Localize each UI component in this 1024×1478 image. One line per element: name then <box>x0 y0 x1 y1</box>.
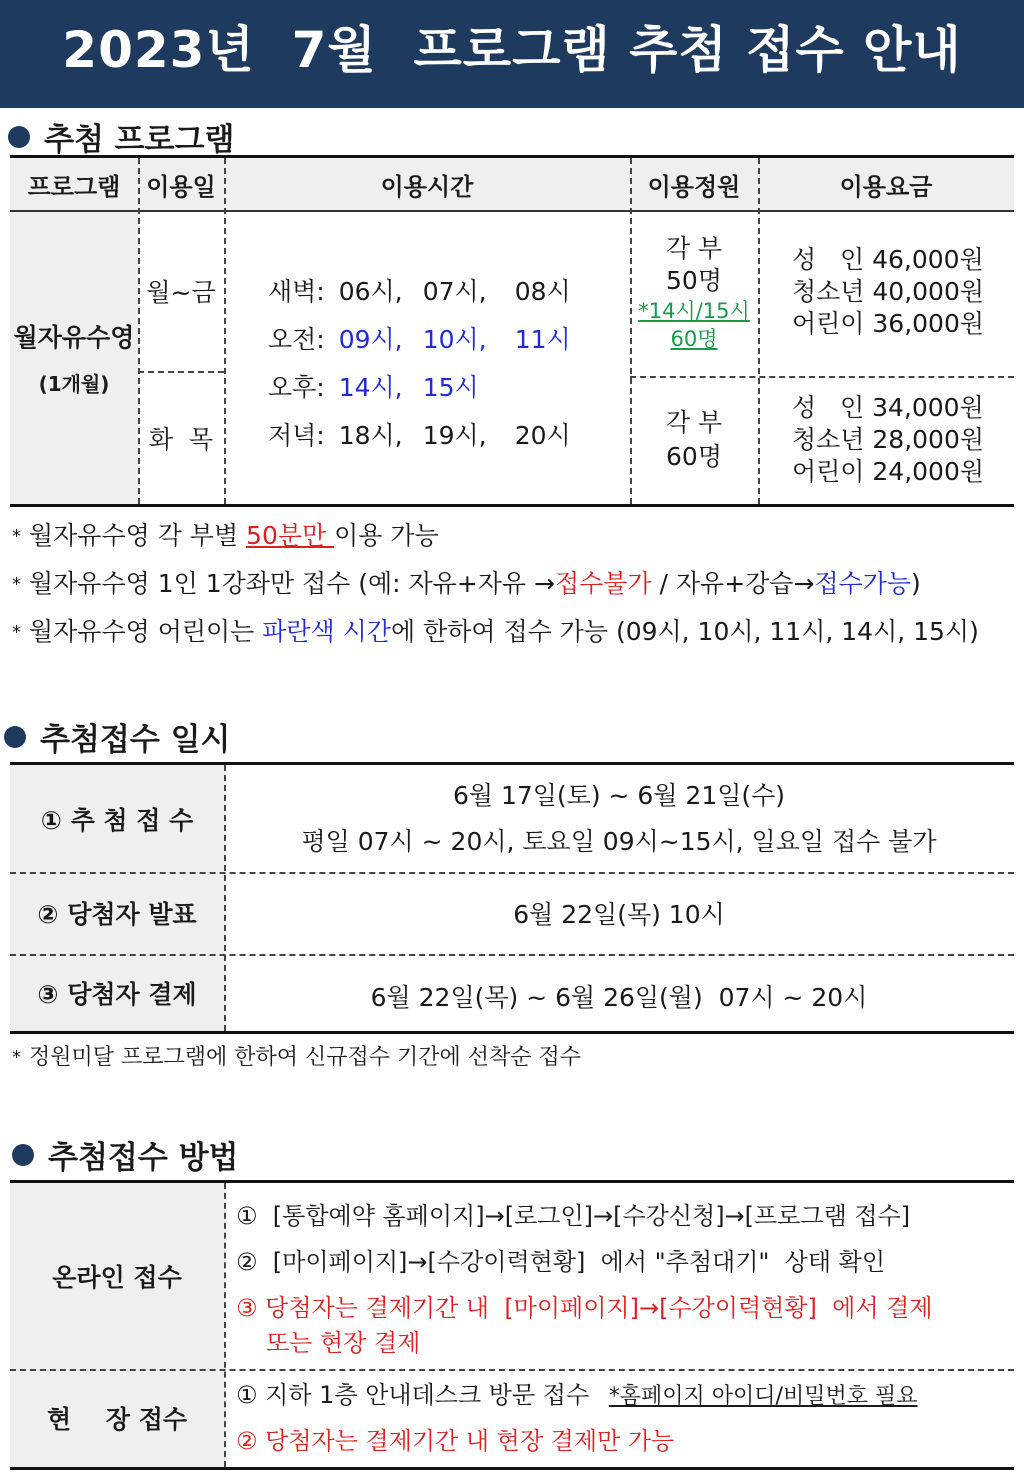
header-fee: 이용요금 <box>839 172 933 201</box>
time-slot: 18시, <box>338 421 403 450</box>
schedule-note <box>12 1040 581 1076</box>
note-text: ) <box>911 569 921 598</box>
note-text: 월자유수영 어린이는 <box>29 617 263 646</box>
time-slot: 07시, <box>422 277 487 306</box>
label-lottery-application: ① 추 첨 접 수 <box>40 805 194 835</box>
label-winner-announcement: ② 당첨자 발표 <box>37 900 197 929</box>
time-row-afternoon <box>268 364 571 412</box>
lottery-application-period <box>224 765 1014 872</box>
time-slot: 08시 <box>514 277 571 306</box>
onsite-steps <box>236 1373 1006 1463</box>
section-title-lottery-program <box>8 114 234 159</box>
time-slot: 20시 <box>514 421 571 450</box>
note-text: 월자유수영 1인 1강좌만 접수 (예: 자유+자유 → <box>29 569 555 598</box>
capacity-text: 60명 <box>666 442 722 471</box>
time-label: 새벽: <box>268 277 325 306</box>
fee-adult: 성 인 46,000원 <box>792 245 984 274</box>
method-table <box>10 1180 1014 1470</box>
period-dates: 6월 17일(토) ~ 6월 21일(수) <box>452 780 786 810</box>
time-slot-child: 09시, <box>338 325 403 354</box>
note-line <box>12 1040 581 1076</box>
capacity-cell-1 <box>630 210 758 376</box>
fee-cell-2 <box>758 376 1014 504</box>
capacity-text: 각 부 <box>665 234 723 263</box>
section-title-method <box>12 1132 238 1177</box>
onsite-step-1-row <box>236 1373 1006 1419</box>
days-tue-thu: 화 목 <box>148 424 214 454</box>
time-slot: 06시, <box>338 277 403 306</box>
time-slot: 19시, <box>422 421 487 450</box>
section-title-text: 추첨접수 방법 <box>48 1140 239 1176</box>
bullet-icon <box>4 726 26 748</box>
label-winner-payment: ③ 당첨자 결제 <box>37 979 197 1009</box>
label-onsite: 현 장 접수 <box>46 1405 188 1434</box>
time-slot-child: 10시, <box>422 325 487 354</box>
capacity-note: *14시/15시 <box>638 299 750 323</box>
capacity-text: 각 부 <box>665 408 723 437</box>
header-time: 이용시간 <box>380 172 474 201</box>
online-step-1: ① [통합예약 홈페이지]→[로그인]→[수강신청]→[프로그램 접수] <box>236 1202 911 1230</box>
note-highlight: 접수불가 <box>554 569 652 598</box>
note-line <box>12 608 979 656</box>
bullet-icon <box>8 126 30 148</box>
fee-adult: 성 인 34,000원 <box>792 393 984 422</box>
label-online: 온라인 접수 <box>52 1263 182 1292</box>
note-highlight: 파란색 시간 <box>262 617 391 646</box>
note-text: 정원미달 프로그램에 한하여 신규접수 기간에 선착순 접수 <box>29 1045 582 1070</box>
asterisk-icon: * <box>12 526 21 547</box>
capacity-cell-2 <box>630 376 758 504</box>
note-highlight: 50분만 <box>246 521 335 550</box>
program-cell <box>10 210 138 504</box>
days-weekday: 월~금 <box>146 277 216 307</box>
time-row-evening <box>268 412 571 460</box>
col-divider <box>224 1183 226 1467</box>
winner-announcement-date: 6월 22일(목) 10시 <box>513 900 725 929</box>
fee-child: 어린이 24,000원 <box>792 457 985 486</box>
header-days: 이용일 <box>146 172 216 201</box>
note-line <box>12 512 979 560</box>
program-notes <box>12 512 979 656</box>
bullet-icon <box>12 1144 34 1166</box>
online-step-2: ② [마이페이지]→[수강이력현황] 에서 "추첨대기" 상태 확인 <box>236 1248 886 1276</box>
period-hours: 평일 07시 ~ 20시, 토요일 09시~15시, 일요일 접수 불가 <box>301 826 937 856</box>
page-title: 2023년 7월 프로그램 추첨 접수 안내 <box>0 0 1024 108</box>
onsite-step-1-note: *홈페이지 아이디/비밀번호 필요 <box>608 1384 918 1409</box>
online-steps <box>236 1193 1006 1359</box>
time-slot-child: 15시 <box>422 373 479 402</box>
header-capacity: 이용정원 <box>647 172 741 201</box>
time-label: 저녁: <box>268 421 325 450</box>
time-slot-child: 14시, <box>338 373 403 402</box>
section-title-schedule <box>4 714 230 759</box>
fee-youth: 청소년 28,000원 <box>792 425 985 454</box>
asterisk-icon: * <box>12 1047 21 1068</box>
capacity-text: 50명 <box>666 266 722 295</box>
time-slots <box>268 268 571 460</box>
asterisk-icon: * <box>12 574 21 595</box>
time-slot-child: 11시 <box>514 325 571 354</box>
note-text: 월자유수영 각 부별 <box>29 521 247 550</box>
onsite-step-2: ② 당첨자는 결제기간 내 현장 결제만 가능 <box>236 1427 675 1455</box>
col-divider <box>224 158 226 504</box>
program-name: 월자유수영 <box>13 322 135 352</box>
note-text: / 자유+강습→ <box>651 569 815 598</box>
fee-child: 어린이 36,000원 <box>792 309 985 338</box>
section-title-text: 추첨접수 일시 <box>40 722 231 758</box>
note-line <box>12 560 979 608</box>
online-step-3-cont: 또는 현장 결제 <box>266 1329 421 1357</box>
online-step-3: ③ 당첨자는 결제기간 내 [마이페이지]→[수강이력현황] 에서 결제 <box>236 1294 933 1322</box>
program-period: (1개월) <box>38 371 110 396</box>
fee-youth: 청소년 40,000원 <box>792 277 985 306</box>
time-label: 오전: <box>268 325 325 354</box>
asterisk-icon: * <box>12 622 21 643</box>
note-text: 이용 가능 <box>334 521 439 550</box>
time-row-morning <box>268 316 571 364</box>
time-row-dawn <box>268 268 571 316</box>
note-highlight: 접수가능 <box>814 569 911 598</box>
header-program: 프로그램 <box>27 172 121 201</box>
onsite-step-1: ① 지하 1층 안내데스크 방문 접수 <box>236 1381 590 1409</box>
time-label: 오후: <box>268 373 325 402</box>
fee-cell-1 <box>758 210 1014 376</box>
note-text: 에 한하여 접수 가능 (09시, 10시, 11시, 14시, 15시) <box>390 617 979 646</box>
winner-payment-period: 6월 22일(목) ~ 6월 26일(월) 07시 ~ 20시 <box>370 982 868 1012</box>
program-table <box>10 155 1014 507</box>
schedule-table <box>10 762 1014 1034</box>
capacity-note: 60명 <box>670 327 718 351</box>
section-title-text: 추첨 프로그램 <box>44 122 235 158</box>
